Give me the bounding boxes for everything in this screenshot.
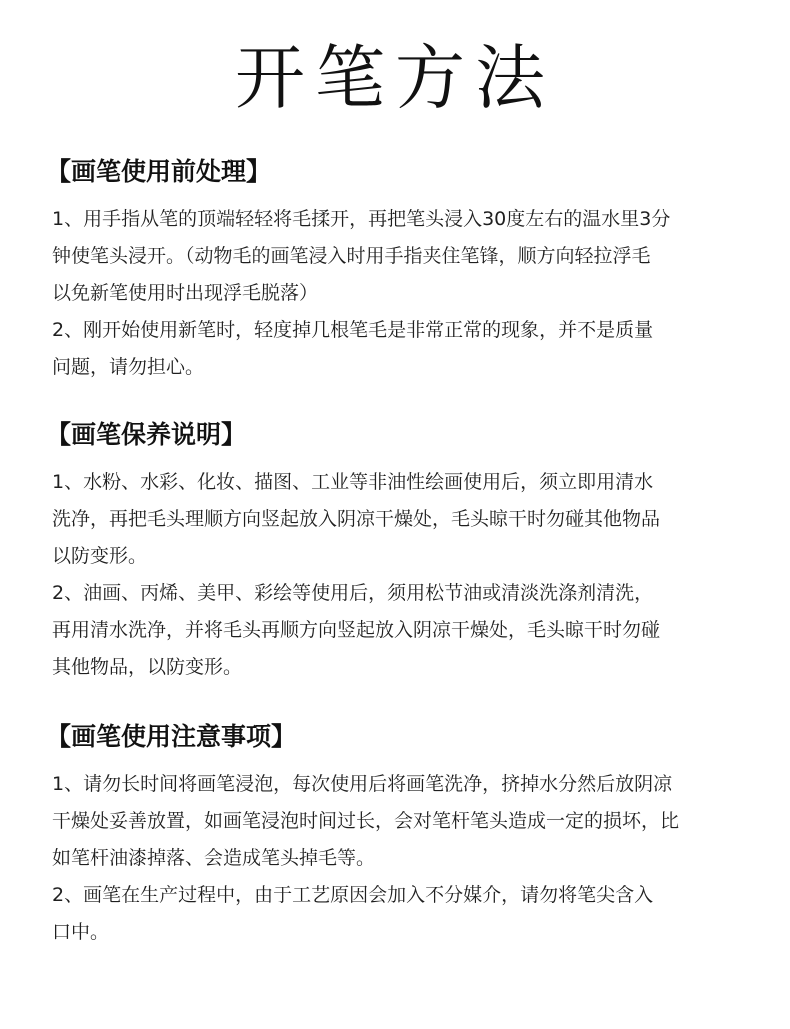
instruction-paragraph xyxy=(52,877,752,951)
section-heading: 【画笔使用前处理】 xyxy=(46,157,272,186)
paragraph-line: 再用清水洗净，并将毛头再顺方向竖起放入阴凉干燥处，毛头晾干时勿碰 xyxy=(52,619,661,641)
paragraph-line: 2、油画、丙烯、美甲、彩绘等使用后，须用松节油或清淡洗涤剂清洗， xyxy=(52,582,654,604)
paragraph-line: 2、刚开始使用新笔时，轻度掉几根笔毛是非常正常的现象，并不是质量 xyxy=(52,319,654,341)
paragraph-line: 如笔杆油漆掉落、会造成笔头掉毛等。 xyxy=(52,847,376,869)
page-title: 开笔方法 xyxy=(235,37,555,119)
paragraph-line: 以防变形。 xyxy=(52,545,148,567)
instruction-paragraph xyxy=(52,201,752,312)
section-maintenance-notes xyxy=(46,418,752,686)
paragraph-line: 其他物品，以防变形。 xyxy=(52,656,243,678)
paragraph-line: 洗净，再把毛头理顺方向竖起放入阴凉干燥处，毛头晾干时勿碰其他物品 xyxy=(52,508,661,530)
paragraph-line: 以免新笔使用时出现浮毛脱落） xyxy=(52,282,319,304)
paragraph-line: 2、画笔在生产过程中，由于工艺原因会加入不分媒介，请勿将笔尖含入 xyxy=(52,884,654,906)
instruction-paragraph xyxy=(52,766,752,877)
paragraph-line: 1、请勿长时间将画笔浸泡，每次使用后将画笔洗净，挤掉水分然后放阴凉 xyxy=(52,773,673,795)
section-heading: 【画笔使用注意事项】 xyxy=(46,722,297,751)
instruction-paragraph xyxy=(52,575,752,686)
paragraph-line: 1、用手指从笔的顶端轻轻将毛揉开，再把笔头浸入30度左右的温水里3分 xyxy=(52,208,671,230)
paragraph-line: 问题，请勿担心。 xyxy=(52,356,205,378)
section-pre-use-treatment xyxy=(46,155,752,386)
paragraph-line: 干燥处妥善放置，如画笔浸泡时间过长，会对笔杆笔头造成一定的损坏，比 xyxy=(52,810,680,832)
section-usage-precautions xyxy=(46,720,752,951)
section-heading: 【画笔保养说明】 xyxy=(46,420,247,449)
instruction-paragraph xyxy=(52,464,752,575)
paragraph-line: 钟使笔头浸开。（动物毛的画笔浸入时用手指夹住笔锋，顺方向轻拉浮毛 xyxy=(52,245,651,267)
instruction-paragraph xyxy=(52,312,752,386)
paragraph-line: 口中。 xyxy=(52,921,110,943)
paragraph-line: 1、水粉、水彩、化妆、描图、工业等非油性绘画使用后，须立即用清水 xyxy=(52,471,654,493)
